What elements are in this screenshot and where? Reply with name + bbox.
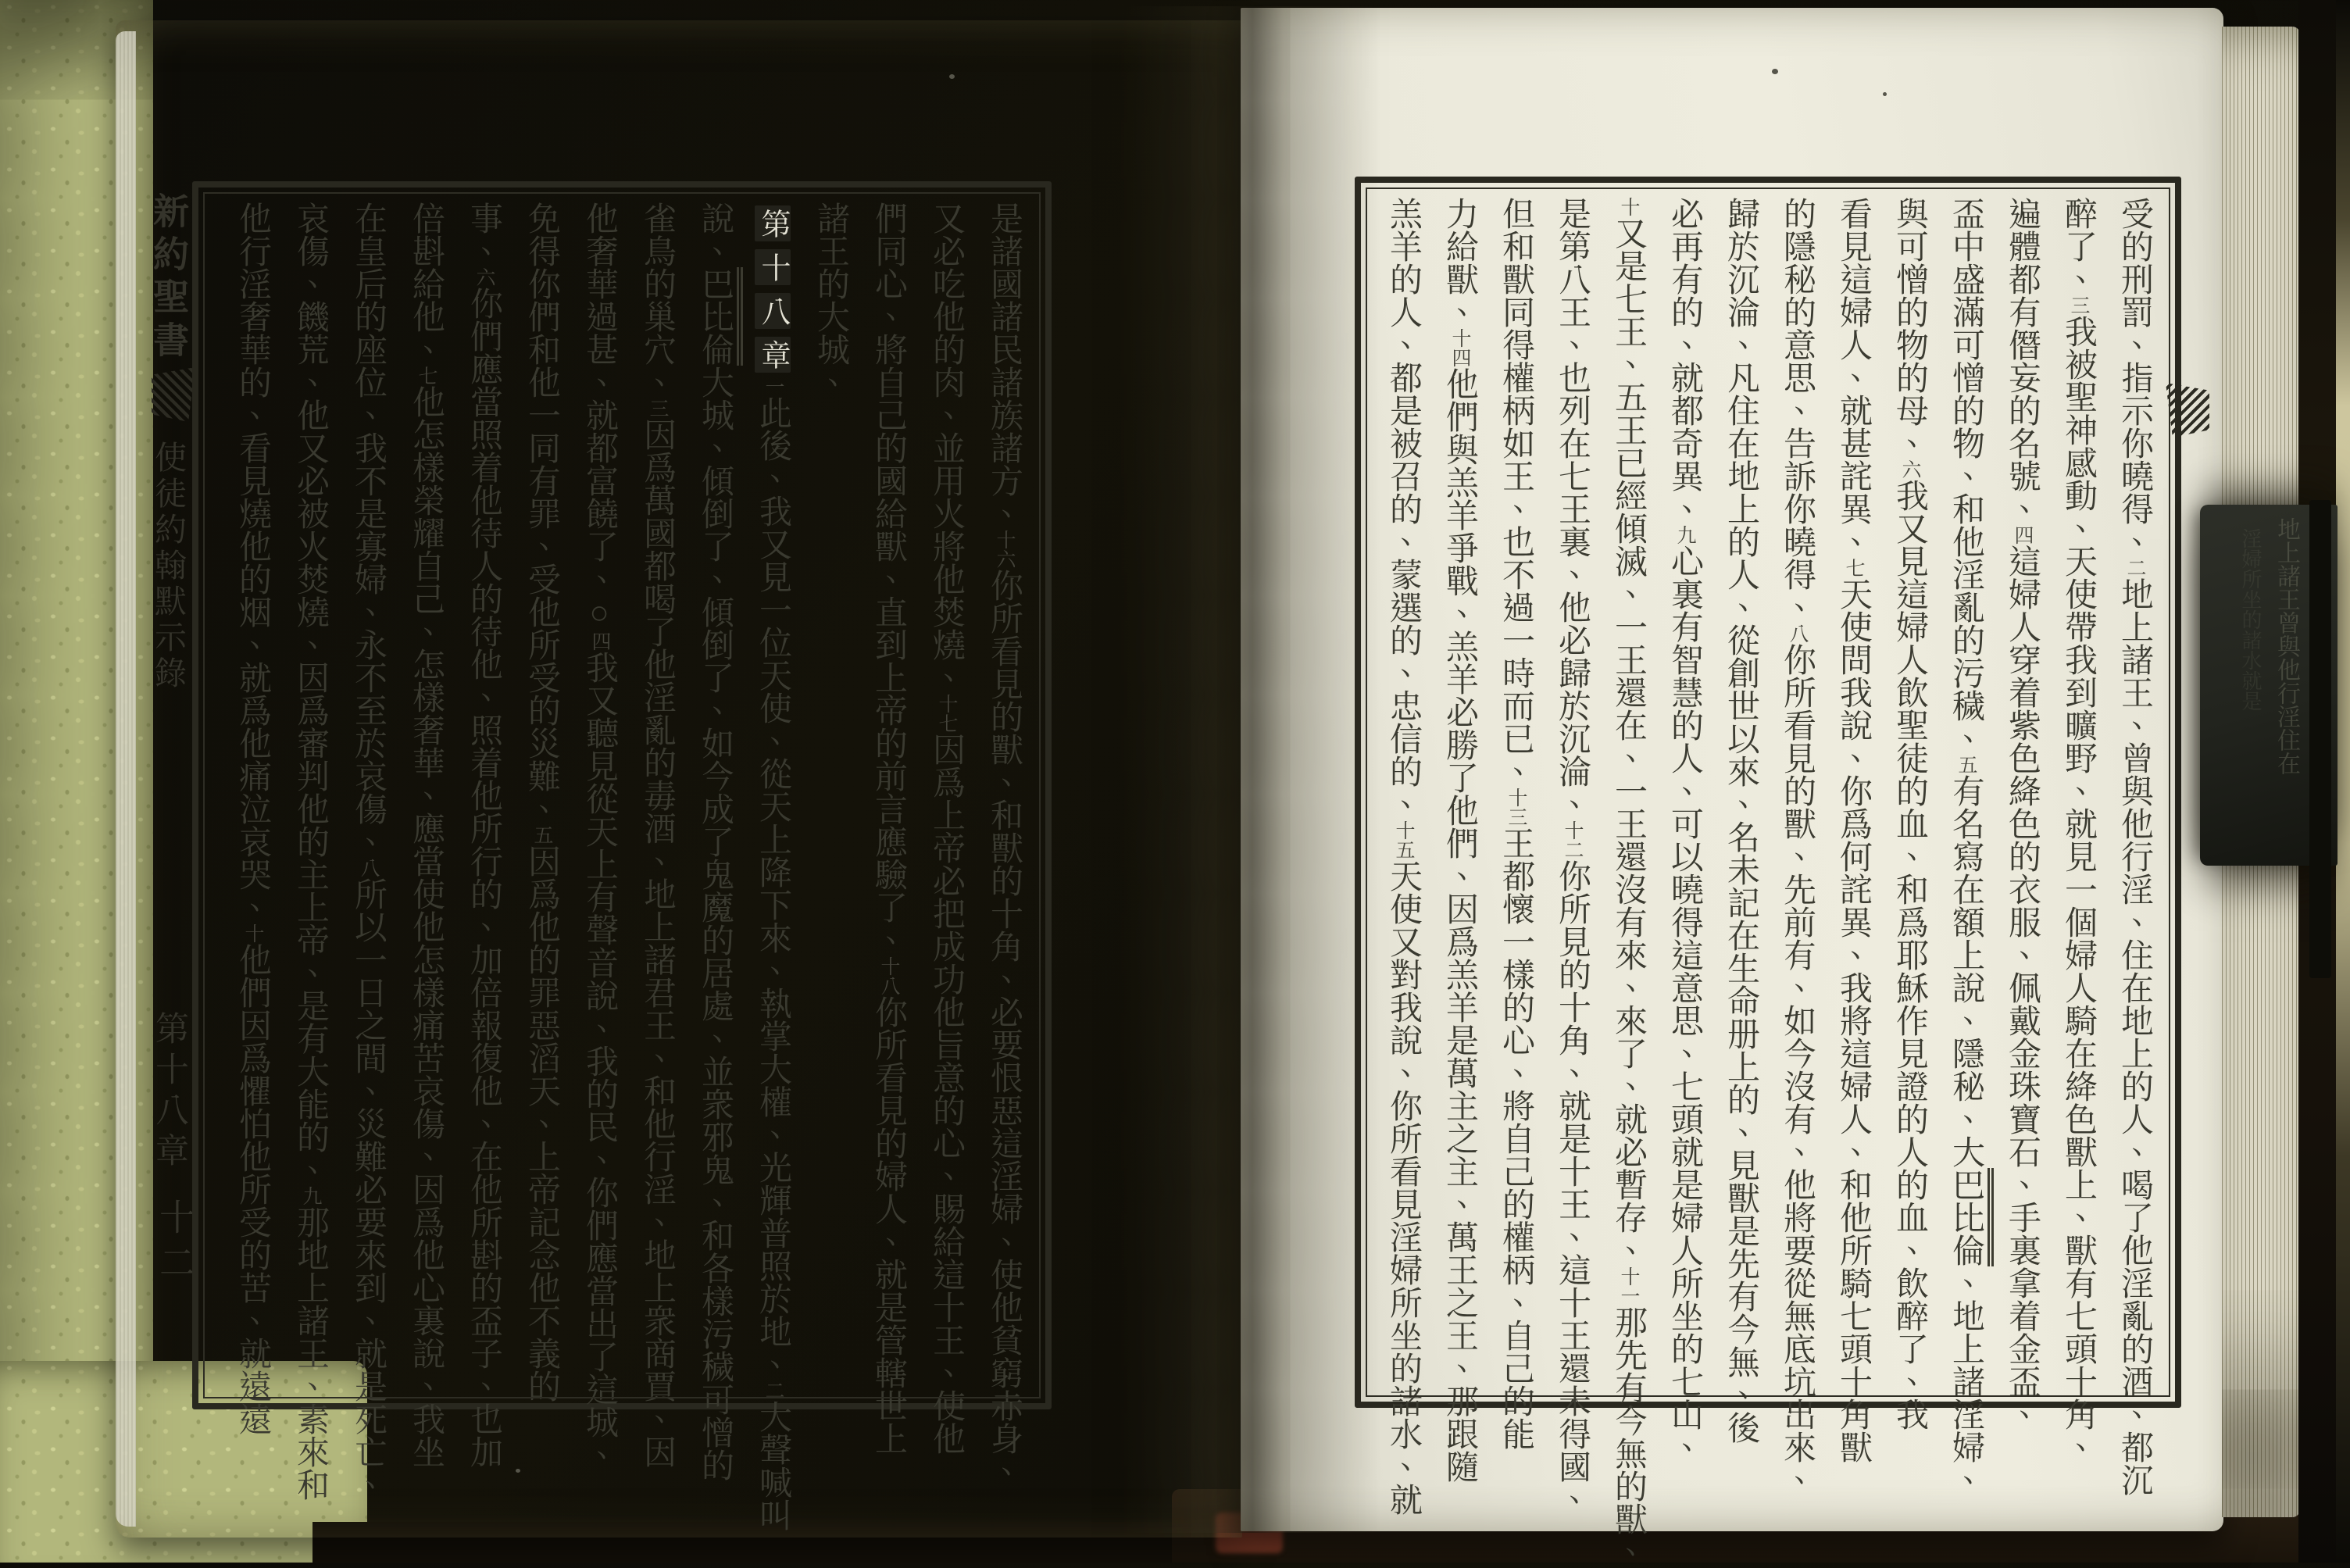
scripture-text: 是第八王、也列在七王裏、他必歸於沉淪、 bbox=[1554, 197, 1590, 820]
verse-number: 十三 bbox=[1505, 788, 1527, 827]
scripture-text: 他們與羔羊爭戰、羔羊必勝了他們、因爲羔羊是萬主之主、萬王之王、那跟隨 bbox=[1441, 367, 1477, 1483]
hatch-ornament-icon bbox=[152, 367, 195, 422]
verse-number: 十二 bbox=[1562, 820, 1583, 859]
scripture-text: 那先有今無的獸、 bbox=[1610, 1305, 1646, 1568]
dust-speck bbox=[1883, 92, 1887, 96]
verse-number: 六 bbox=[1899, 459, 1920, 479]
ghost-text-column-faint: 淫婦所坐的諸水就是 bbox=[2239, 528, 2262, 711]
scripture-text: 地上諸王、曾與他行淫、住在地上的人、喝了他淫亂的酒、都沉 bbox=[2116, 577, 2152, 1496]
scripture-text: 天使問我說、你爲何詫異、我將這婦人、和他所騎七頭十角獸 bbox=[1835, 577, 1871, 1463]
scripture-text: 盃中盛滿可憎的物、和他淫亂的污穢、 bbox=[1948, 197, 1984, 755]
scripture-text: 因爲上帝必把成功他旨意的心、賜給這十王、使他 bbox=[928, 733, 964, 1455]
scripture-text: 遍體都有僭妄的名號、 bbox=[2004, 197, 2040, 525]
verse-number: 九 bbox=[300, 1186, 321, 1205]
text-column bbox=[570, 202, 628, 1471]
text-column bbox=[1488, 197, 1544, 1450]
verse-number: 七 bbox=[416, 366, 437, 385]
text-column bbox=[455, 202, 512, 1468]
scripture-text: 諸王的大城、 bbox=[812, 202, 848, 398]
text-column bbox=[802, 202, 859, 1389]
margin-page-number: 十二 bbox=[155, 1198, 195, 1289]
verse-number: 五 bbox=[531, 825, 552, 845]
scripture-text: 雀鳥的巢穴、 bbox=[639, 202, 675, 398]
verse-number: 五 bbox=[1955, 755, 1977, 774]
right-page-text bbox=[1373, 197, 2162, 1568]
text-column bbox=[1938, 197, 1994, 1496]
scripture-text: 倍斟給他、 bbox=[408, 202, 444, 366]
verse-number: 四 bbox=[2012, 525, 2033, 545]
verse-number: 十五 bbox=[1393, 820, 1414, 859]
scripture-text: 看見這婦人、就甚詫異、 bbox=[1835, 197, 1871, 558]
text-column bbox=[1881, 197, 1938, 1430]
scripture-text: 們同心、將自己的國給獸、直到上帝的前言應驗了、 bbox=[870, 202, 906, 956]
text-column bbox=[2106, 197, 2162, 1496]
left-page-stack-edge bbox=[116, 31, 136, 1527]
text-column bbox=[397, 202, 455, 1468]
scripture-text: 的隱秘的意思、告訴你曉得、 bbox=[1779, 197, 1815, 623]
background-strip-right bbox=[2336, 0, 2350, 1563]
text-column bbox=[281, 202, 339, 1501]
text-column bbox=[975, 202, 1033, 1488]
scripture-text: 又必吃他的肉、並用火將他焚燒、 bbox=[928, 202, 964, 694]
chapter-heading-block: 章 bbox=[755, 337, 791, 373]
text-column bbox=[1656, 197, 1712, 1463]
verse-number: 十七 bbox=[936, 694, 957, 733]
verse-number: 六 bbox=[473, 267, 495, 287]
verse-number: 三 bbox=[2068, 295, 2089, 315]
proper-noun-marked: 巴比倫 bbox=[1948, 1168, 1994, 1266]
scripture-text: 但和獸同得權柄如王、也不過一時而已、 bbox=[1498, 197, 1534, 788]
scripture-text: 他們因爲懼怕他所受的苦、就遠遠 bbox=[234, 943, 270, 1435]
scripture-text: 免得你們和他一同有罪、受他所受的災難、 bbox=[523, 202, 559, 825]
verse-number: 十 bbox=[1618, 197, 1639, 216]
verse-number: 十 bbox=[242, 923, 263, 943]
scripture-text: 那地上諸王、素來和 bbox=[292, 1205, 328, 1501]
scripture-text: 因爲萬國都喝了他淫亂的毒酒、地上諸君王、和他行淫、地上衆商賈、因 bbox=[639, 418, 675, 1468]
dust-speck bbox=[949, 74, 955, 79]
verse-number: 四 bbox=[589, 631, 610, 651]
scripture-text: 你們應當照着他待人的待他、照着他所行的、加倍報復他、在他所斟的盃子、也加 bbox=[466, 287, 502, 1468]
text-column bbox=[1375, 197, 1431, 1516]
text-column bbox=[1769, 197, 1825, 1496]
right-text-frame bbox=[1355, 177, 2181, 1568]
text-column bbox=[1600, 197, 1656, 1568]
verse-number: 一 bbox=[762, 377, 784, 396]
text-column bbox=[1431, 197, 1488, 1483]
text-column bbox=[223, 202, 281, 1435]
scripture-text: 力給獸、 bbox=[1441, 197, 1477, 328]
scripture-text: 心裏有智慧的人、可以曉得這意思、七頭就是婦人所坐的七山、 bbox=[1666, 545, 1702, 1463]
text-column bbox=[512, 202, 570, 1402]
verse-number: 十六 bbox=[994, 530, 1015, 569]
scripture-text: 我被聖神感動、天使帶我到曠野、就見一個婦人騎在絳色獸上、獸有七頭十角、 bbox=[2060, 315, 2096, 1463]
scripture-text: 有名寫在額上說、隱秘、大 bbox=[1948, 774, 1984, 1168]
scripture-text: 我又聽見從天上有聲音說、我的民、你們應當出了這城、 bbox=[581, 651, 617, 1471]
text-column bbox=[2050, 197, 2106, 1463]
scripture-text: 是諸國諸民諸族諸方、 bbox=[986, 202, 1022, 530]
scripture-text: 這婦人穿着紫色絳色的衣服、佩戴金珠寶石、手裏拿着金盃、 bbox=[2004, 545, 2040, 1430]
text-column bbox=[628, 202, 686, 1468]
scripture-text: 你所看見的婦人、就是管轄世上 bbox=[870, 995, 906, 1455]
verse-number: 九 bbox=[1674, 525, 1695, 545]
left-page-text bbox=[211, 202, 1033, 1531]
scripture-text: 他奢華過甚、就都富饒了、○ bbox=[581, 202, 617, 631]
text-column bbox=[744, 202, 802, 1531]
verse-number: 三 bbox=[647, 398, 668, 418]
scripture-text: 此後、我又見一位天使、從天上降下來、執掌大權、光輝普照於地、 bbox=[755, 396, 791, 1380]
text-column bbox=[686, 202, 744, 1481]
scripture-text: 大城、傾倒了、傾倒了、如今成了鬼魔的居處、並衆邪鬼、和各樣污穢可憎的 bbox=[697, 366, 733, 1481]
verse-number: 七 bbox=[1843, 558, 1864, 577]
verse-number: 八 bbox=[358, 858, 379, 877]
scripture-text: 你所見的十角、就是十王、這十王還未得國、 bbox=[1554, 859, 1590, 1516]
verse-number: 十四 bbox=[1449, 328, 1470, 367]
scripture-text: 你所看見的獸、和獸的十角、必要恨惡這淫婦、使他貧窮赤身、 bbox=[986, 569, 1022, 1488]
proper-noun-marked: 巴比倫 bbox=[697, 267, 743, 366]
text-column bbox=[1994, 197, 2050, 1430]
scripture-text: 王都懷一樣的心、將自己的權柄、自己的能 bbox=[1498, 827, 1534, 1450]
verse-number: 八 bbox=[1787, 623, 1808, 643]
scripture-text: 在皇后的座位、我不是寡婦、永不至於哀傷、 bbox=[350, 202, 386, 858]
verse-number: 二 bbox=[2124, 558, 2145, 577]
chapter-heading-block: 十 bbox=[755, 249, 791, 285]
ghost-text-column: 地上諸王曾與他行淫住在 bbox=[2273, 517, 2299, 775]
scripture-text: 所以一日之間、災難必要來到、就是死亡、 bbox=[350, 877, 386, 1501]
scripture-text: 他怎樣榮耀自己、怎樣奢華、應當使他怎樣痛苦哀傷、因爲他心裏說、我坐 bbox=[408, 385, 444, 1468]
scripture-text: 大聲喊叫 bbox=[755, 1400, 791, 1531]
chapter-heading-block: 第 bbox=[755, 205, 791, 241]
margin-title: 新約聖書 bbox=[148, 192, 188, 364]
verse-number: 十八 bbox=[878, 956, 899, 995]
scripture-text: 他行淫奢華的、看見燒他的烟、就爲他痛泣哀哭、 bbox=[234, 202, 270, 923]
chapter-heading-block: 八 bbox=[755, 293, 791, 329]
scripture-text: 羔羊的人、都是被召的、蒙選的、忠信的、 bbox=[1385, 197, 1421, 820]
scripture-text: 你所看見的獸、先前有、如今沒有、他將要從無底坑出來、 bbox=[1779, 643, 1815, 1496]
scripture-text: 說、 bbox=[697, 202, 733, 267]
scripture-text: 受的刑罰、指示你曉得、 bbox=[2116, 197, 2152, 558]
scripture-text: 事、 bbox=[466, 202, 502, 267]
verse-number: 二 bbox=[762, 1380, 784, 1400]
text-column bbox=[1544, 197, 1600, 1516]
scripture-text: 天使又對我說、你所看見淫婦所坐的諸水、就 bbox=[1385, 859, 1421, 1516]
scripture-text: 必再有的、就都奇異、 bbox=[1666, 197, 1702, 525]
scripture-text: 與可憎的物的母、 bbox=[1891, 197, 1927, 459]
dust-speck bbox=[516, 1469, 520, 1473]
scripture-text: 歸於沉淪、凡住在地上的人、從創世以來、名未記在生命册上的、見獸是先有今無、後 bbox=[1723, 197, 1759, 1444]
text-column bbox=[859, 202, 917, 1455]
verse-number: 十一 bbox=[1618, 1266, 1639, 1305]
scripture-text: 因爲他的罪惡滔天、上帝記念他不義的 bbox=[523, 845, 559, 1402]
text-column bbox=[917, 202, 975, 1455]
scripture-text: 、地上諸淫婦、 bbox=[1948, 1266, 1984, 1496]
text-column bbox=[1825, 197, 1881, 1463]
scripture-text: 又是七王、五王已經傾滅、一王還在、一王還沒有來、來了、就必暫存、 bbox=[1610, 216, 1646, 1266]
text-column bbox=[1712, 197, 1769, 1444]
left-text-frame bbox=[192, 181, 1052, 1531]
text-column bbox=[339, 202, 397, 1501]
scripture-text: 醉了、 bbox=[2060, 197, 2096, 295]
margin-chapter-label: 第十八章 bbox=[151, 1011, 188, 1173]
dark-strap bbox=[2309, 500, 2331, 978]
dust-speck bbox=[1772, 69, 1778, 74]
margin-book-name: 使徒約翰默示錄 bbox=[150, 441, 186, 692]
scripture-text: 哀傷、饑荒、他又必被火焚燒、因爲審判他的主上帝、是有大能的、 bbox=[292, 202, 328, 1186]
scripture-text: 我又見這婦人飲聖徒的血、和爲耶穌作見證的人的血、飲醉了、我 bbox=[1891, 479, 1927, 1430]
